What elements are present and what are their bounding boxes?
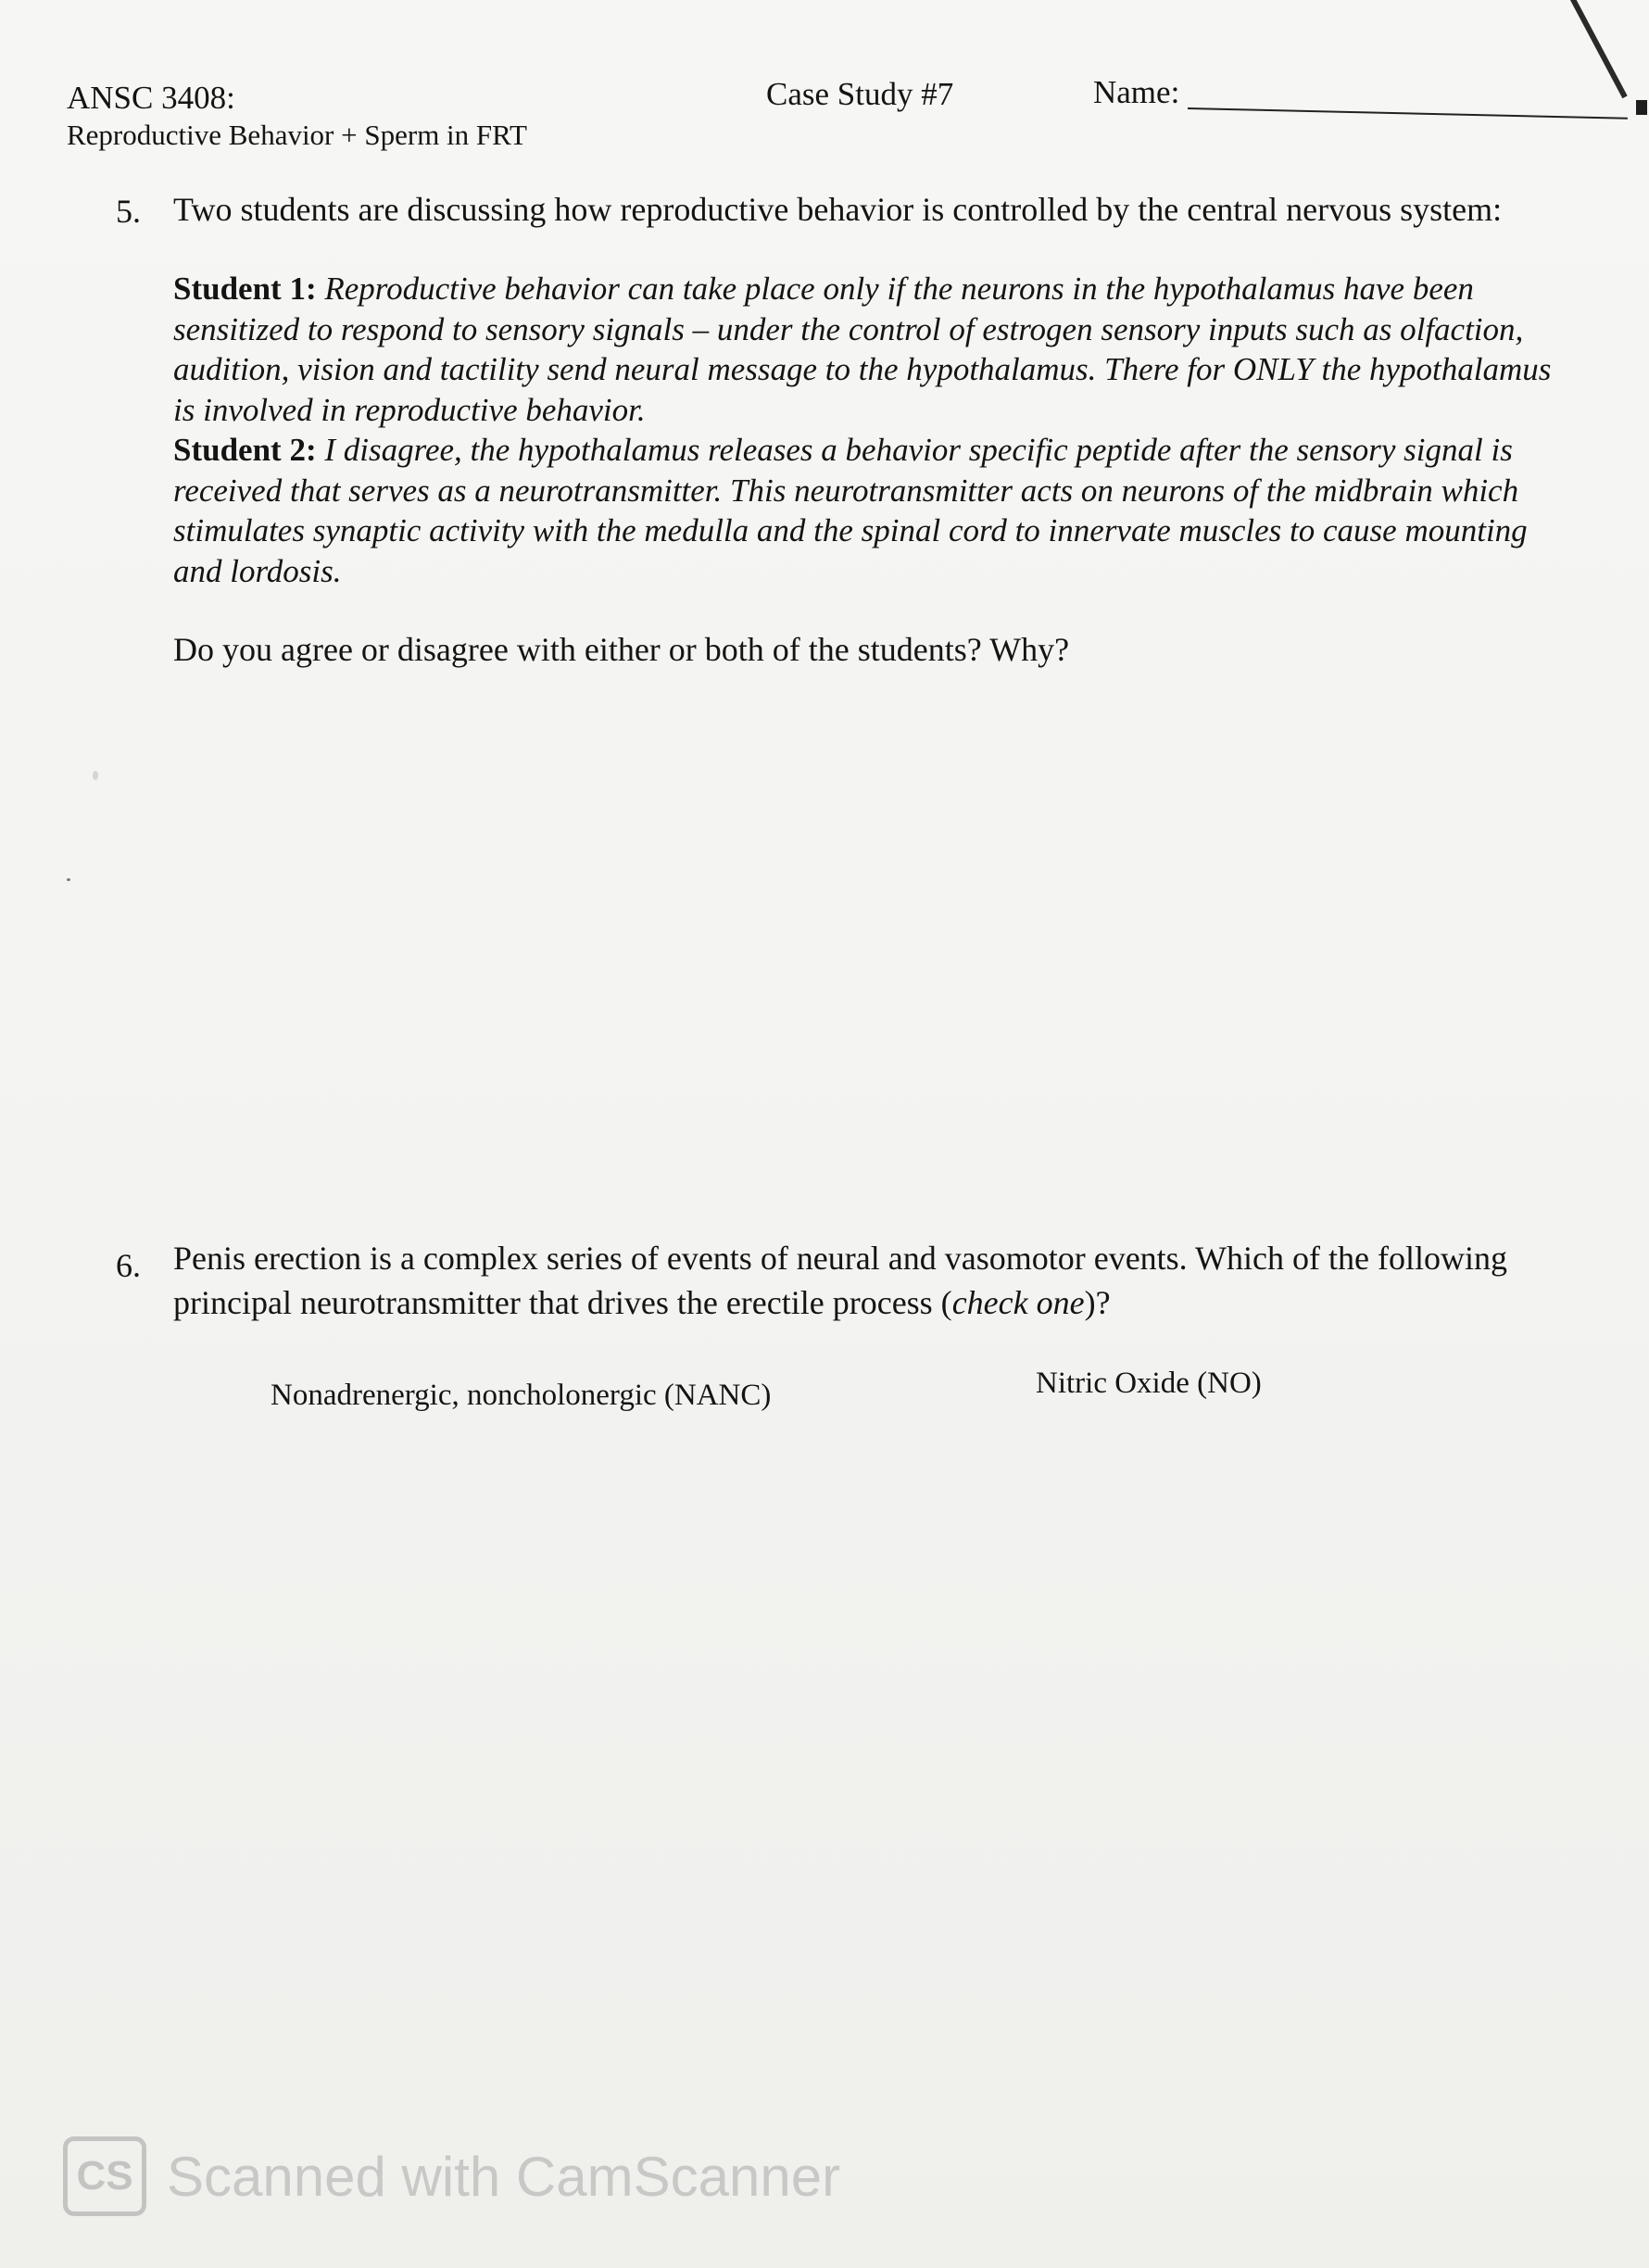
q5-number: 5.: [116, 193, 141, 230]
scan-speck: [93, 771, 98, 780]
q6-line-2: principal neurotransmitter that drives the erectile process (check one)?: [173, 1284, 1111, 1321]
student2-line-4: and lordosis.: [173, 552, 342, 589]
q5-prompt: Two students are discussing how reproductive behavior is controlled by the central nervous system:: [173, 191, 1503, 228]
q6-number: 6.: [116, 1247, 141, 1284]
camscanner-watermark: [63, 2135, 840, 2218]
camscanner-text: Scanned with CamScanner: [167, 2145, 841, 2208]
name-label: Name:: [1093, 74, 1180, 110]
student1-line-3: audition, vision and tactility send neural message to the hypothalamus. There for ONLY the hypothalamus: [173, 351, 1552, 387]
student1-line-2: sensitized to respond to sensory signals – under the control of estrogen sensory inputs such as olfaction,: [173, 310, 1524, 347]
page-edge-mark: [1566, 0, 1627, 98]
student2-line-2: received that serves as a neurotransmitter. This neurotransmitter acts on neurons of the midbrain which: [173, 472, 1519, 509]
q5-answer-area[interactable]: [173, 695, 1600, 1214]
q5-student-statements: [173, 269, 1637, 591]
student2-label: Student 2:: [173, 432, 317, 468]
student1-label: Student 1:: [173, 271, 317, 307]
page-corner-mark: [1636, 100, 1647, 115]
q5-question: Do you agree or disagree with either or both of the students? Why?: [173, 631, 1070, 668]
student2-line-1: Student 2: I disagree, the hypothalamus releases a behavior specific peptide after the sensory signal is: [173, 432, 1513, 468]
course-subtitle: Reproductive Behavior + Sperm in FRT: [67, 119, 527, 151]
case-study-title: Case Study #7: [766, 76, 954, 112]
camscanner-logo: CS: [63, 2136, 146, 2216]
student2-line-3: stimulates synaptic activity with the medulla and the spinal cord to innervate muscles to cause mounting: [173, 512, 1528, 548]
student1-line-1: Student 1: Reproductive behavior can take place only if the neurons in the hypothalamus have been: [173, 271, 1474, 307]
option-nitric-oxide[interactable]: Nitric Oxide (NO): [1036, 1367, 1262, 1400]
q6-line-1: Penis erection is a complex series of events of neural and vasomotor events. Which of the following: [173, 1240, 1507, 1277]
scan-speck: [67, 878, 70, 881]
course-code: ANSC 3408:: [67, 80, 235, 116]
name-blank-line[interactable]: [1188, 107, 1628, 120]
option-nanc[interactable]: Nonadrenergic, noncholonergic (NANC): [271, 1379, 772, 1412]
student1-line-4: is involved in reproductive behavior.: [173, 391, 646, 428]
